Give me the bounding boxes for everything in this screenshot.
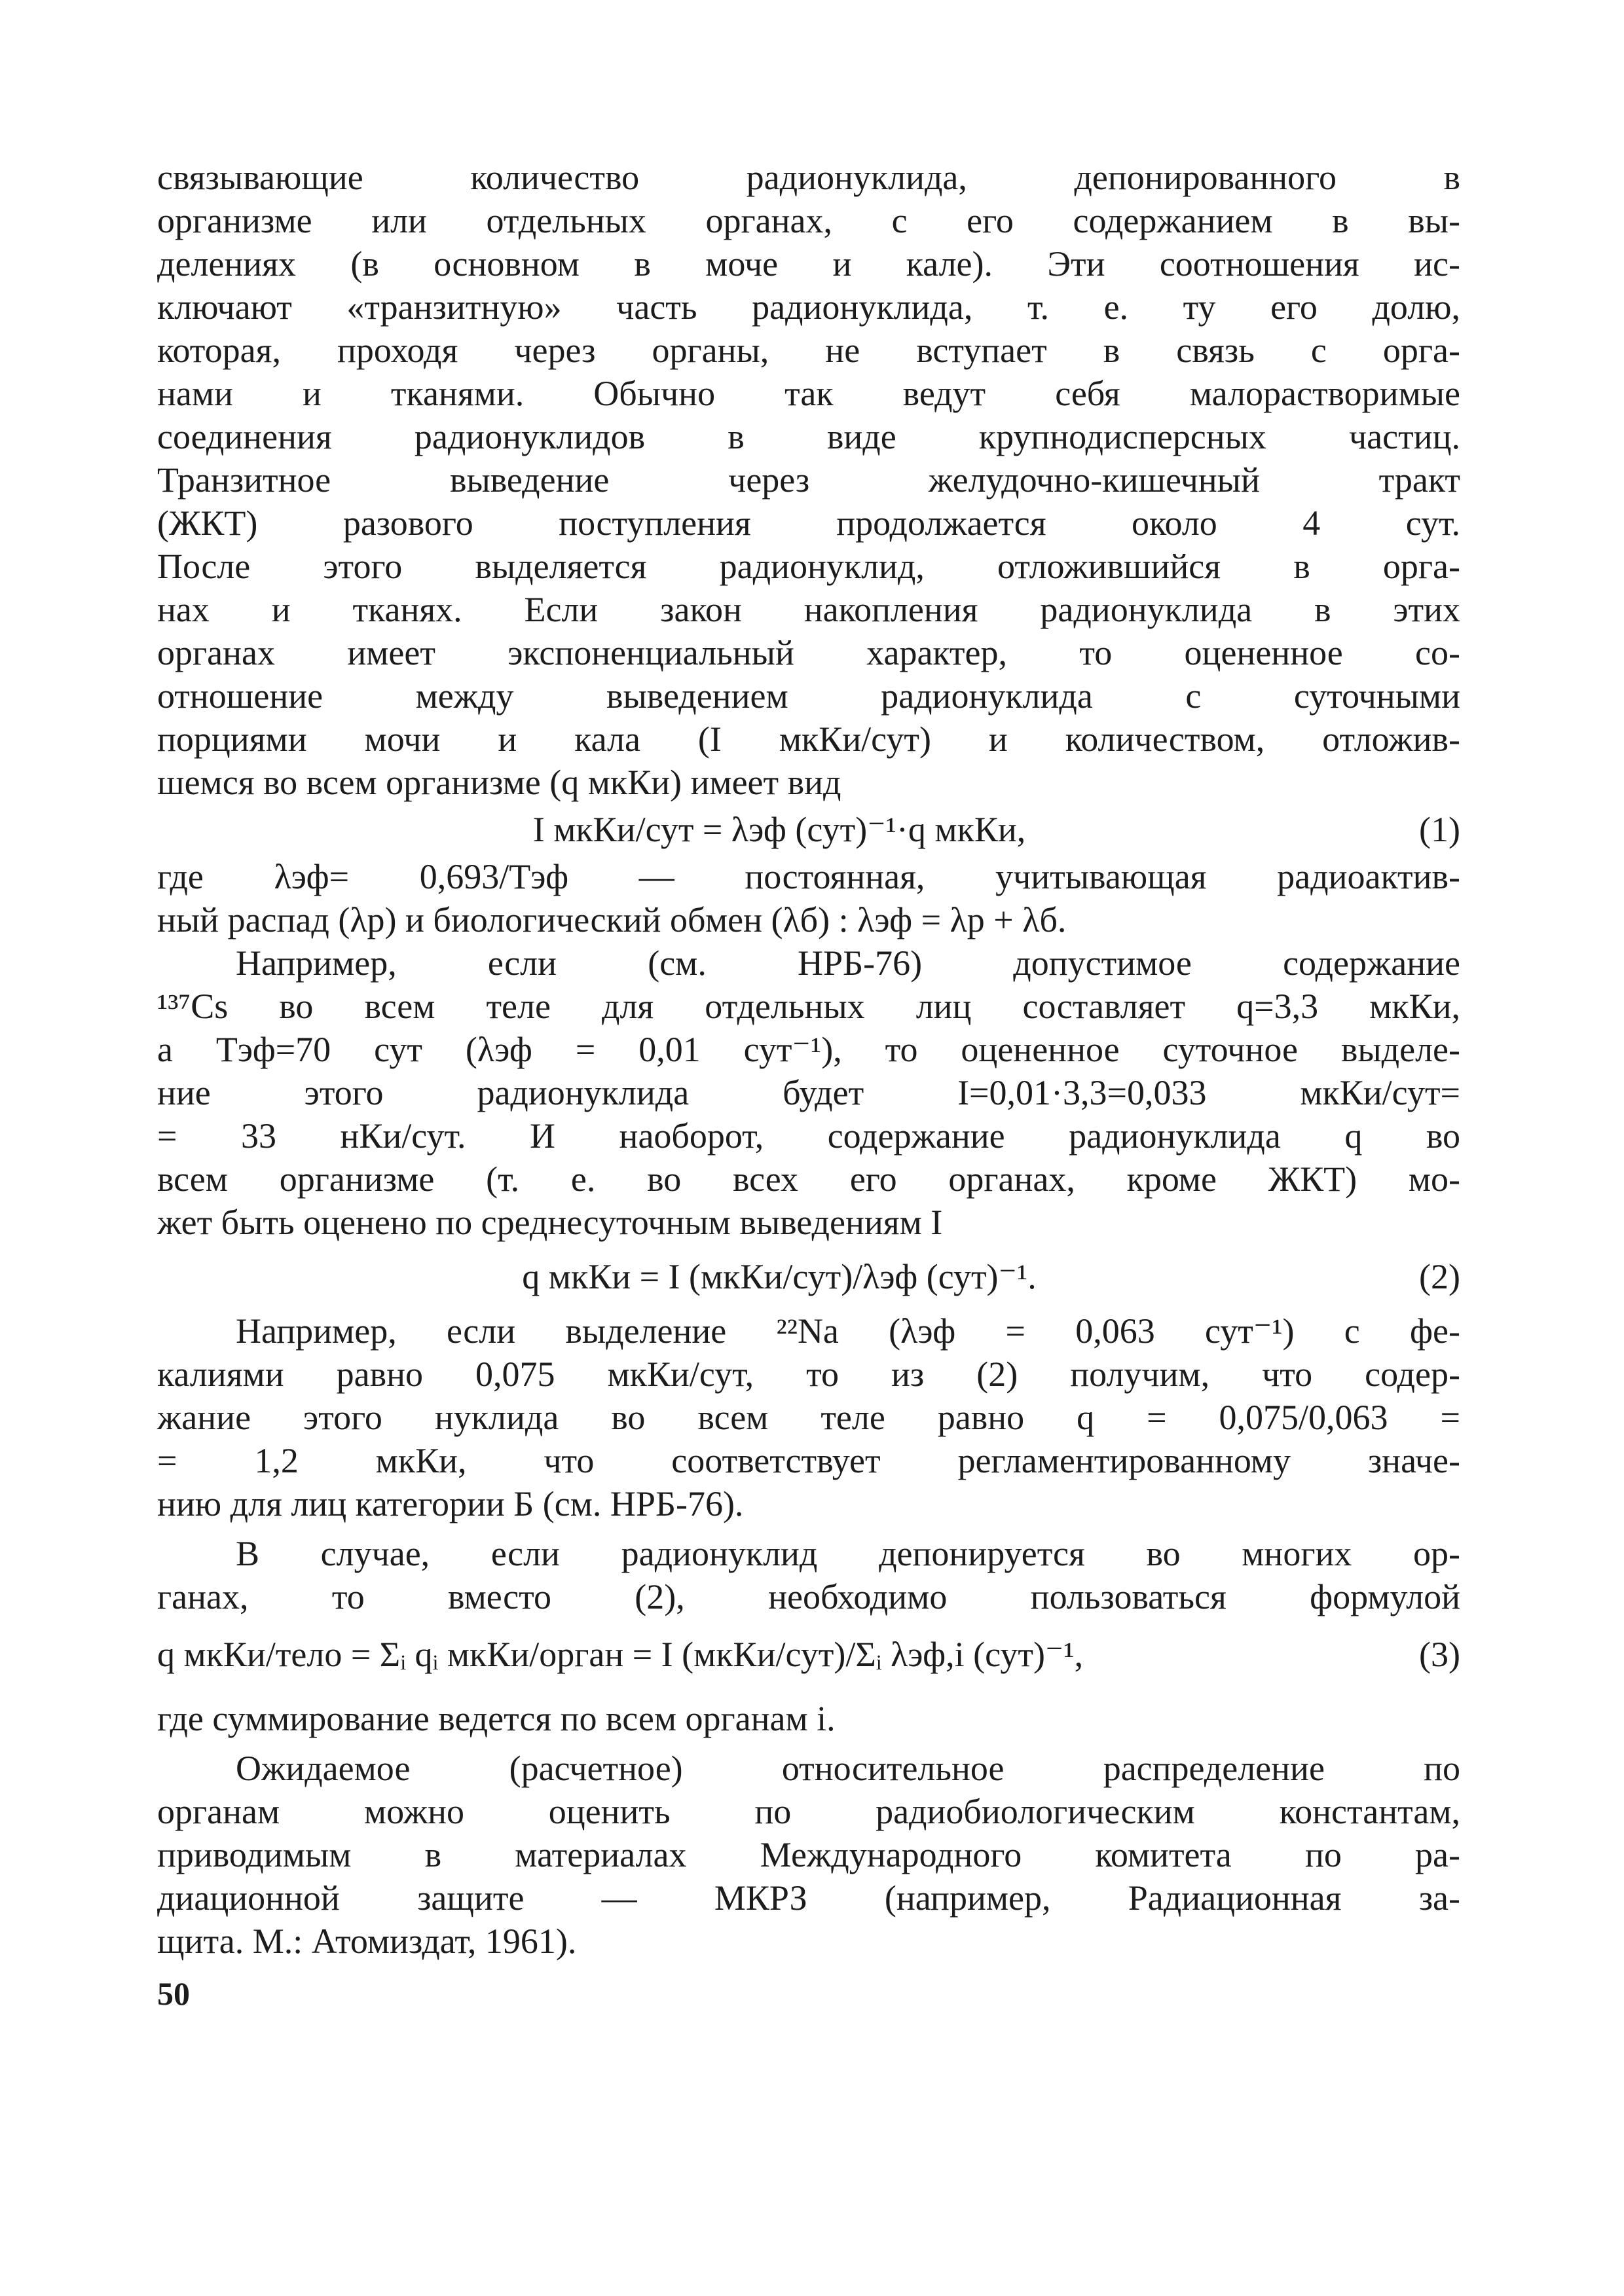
text-line: ганах, то вместо (2), необходимо пользоваться формулой <box>157 1577 1460 1616</box>
paragraph-intro <box>157 156 1460 804</box>
equation-1-number: (1) <box>1419 810 1460 849</box>
text-line: В случае, если радионуклид депонируется во многих ор- <box>236 1534 1460 1573</box>
equation-1-body: I мкКи/сут = λэф (сут)⁻¹·q мкКи, <box>532 810 1026 849</box>
text-line: щита. М.: Атомиздат, 1961). <box>157 1922 577 1961</box>
text-line: нами и тканями. Обычно так ведут себя малорастворимые <box>157 374 1460 413</box>
text-line: = 1,2 мкКи, что соответствует регламентированному значе- <box>157 1441 1460 1480</box>
text-line: делениях (в основном в моче и кале). Эти соотношения ис- <box>157 244 1460 283</box>
text-line: = 33 нКи/сут. И наоборот, содержание радионуклида q во <box>157 1116 1460 1156</box>
text-line: калиями равно 0,075 мкКи/сут, то из (2) получим, что содер- <box>157 1355 1460 1394</box>
document-page <box>157 156 1460 2015</box>
text-line: всем организме (т. е. во всех его органах, кроме ЖКТ) мо- <box>157 1159 1460 1199</box>
page-number: 50 <box>157 1975 190 2012</box>
text-line: диационной защите — МКРЗ (например, Радиационная за- <box>157 1878 1460 1918</box>
equation-2 <box>157 1244 1460 1309</box>
text-line: ние этого радионуклида будет I=0,01·3,3=0,033 мкКи/сут= <box>157 1073 1460 1112</box>
text-line: которая, проходя через органы, не вступает в связь с орга- <box>157 331 1460 370</box>
equation-3-body: q мкКи/тело = Σᵢ qᵢ мкКи/орган = I (мкКи/сут)/Σᵢ λэф,i (сут)⁻¹, <box>157 1635 1084 1674</box>
text-line-summation: где суммирование ведется по всем органам i. <box>157 1699 836 1738</box>
paragraph-icrp <box>157 1747 1460 1963</box>
text-line: Например, если (см. НРБ-76) допустимое содержание <box>236 943 1460 983</box>
text-line: органах имеет экспоненциальный характер, то оцененное со- <box>157 633 1460 672</box>
text-line: жет быть оценено по среднесуточным выведениям I <box>157 1203 943 1242</box>
text-line: нию для лиц категории Б (см. НРБ-76). <box>157 1484 744 1523</box>
text-line: ¹³⁷Cs во всем теле для отдельных лиц составляет q=3,3 мкКи, <box>157 987 1460 1026</box>
text-line: Например, если выделение ²²Na (λэф = 0,063 сут⁻¹) с фе- <box>236 1311 1460 1351</box>
text-line: (ЖКТ) разового поступления продолжается около 4 сут. <box>157 503 1460 543</box>
text-line: После этого выделяется радионуклид, отложившийся в орга- <box>157 547 1460 586</box>
text-line: связывающие количество радионуклида, депонированного в <box>157 158 1460 197</box>
text-line: жание этого нуклида во всем теле равно q = 0,075/0,063 = <box>157 1398 1460 1437</box>
text-line: организме или отдельных органах, с его содержанием в вы- <box>157 201 1460 240</box>
text-line: порциями мочи и кала (I мкКи/сут) и количеством, отложив- <box>157 720 1460 759</box>
text-line: Ожидаемое (расчетное) относительное распределение по <box>236 1749 1460 1788</box>
text-line: шемся во всем организме (q мкКи) имеет вид <box>157 763 841 802</box>
text-line: органам можно оценить по радиобиологическим константам, <box>157 1792 1460 1831</box>
equation-1 <box>157 804 1460 855</box>
text-line: ключают «транзитную» часть радионуклида, т. е. ту его долю, <box>157 287 1460 327</box>
text-line: нах и тканях. Если закон накопления радионуклида в этих <box>157 590 1460 629</box>
text-line: отношение между выведением радионуклида с суточными <box>157 676 1460 716</box>
equation-3 <box>157 1618 1460 1697</box>
text-line: а Tэф=70 сут (λэф = 0,01 сут⁻¹), то оцененное суточное выделе- <box>157 1030 1460 1069</box>
text-line: ный распад (λр) и биологический обмен (λб) : λэф = λр + λб. <box>157 900 1067 939</box>
paragraph-example-na <box>157 1309 1460 1525</box>
equation-3-number: (3) <box>1419 1635 1460 1674</box>
text-line: где λэф= 0,693/Tэф — постоянная, учитывающая радиоактив- <box>157 857 1460 896</box>
text-line: соединения радионуклидов в виде крупнодисперсных частиц. <box>157 417 1460 456</box>
equation-2-body: q мкКи = I (мкКи/сут)/λэф (сут)⁻¹. <box>522 1257 1037 1296</box>
text-line: приводимым в материалах Международного комитета по ра- <box>157 1835 1460 1874</box>
text-line: Транзитное выведение через желудочно-кишечный тракт <box>157 460 1460 500</box>
paragraph-example-cs <box>157 941 1460 1244</box>
paragraph-multi-organ <box>157 1532 1460 1618</box>
paragraph-definition <box>157 855 1460 941</box>
equation-2-number: (2) <box>1419 1257 1460 1296</box>
